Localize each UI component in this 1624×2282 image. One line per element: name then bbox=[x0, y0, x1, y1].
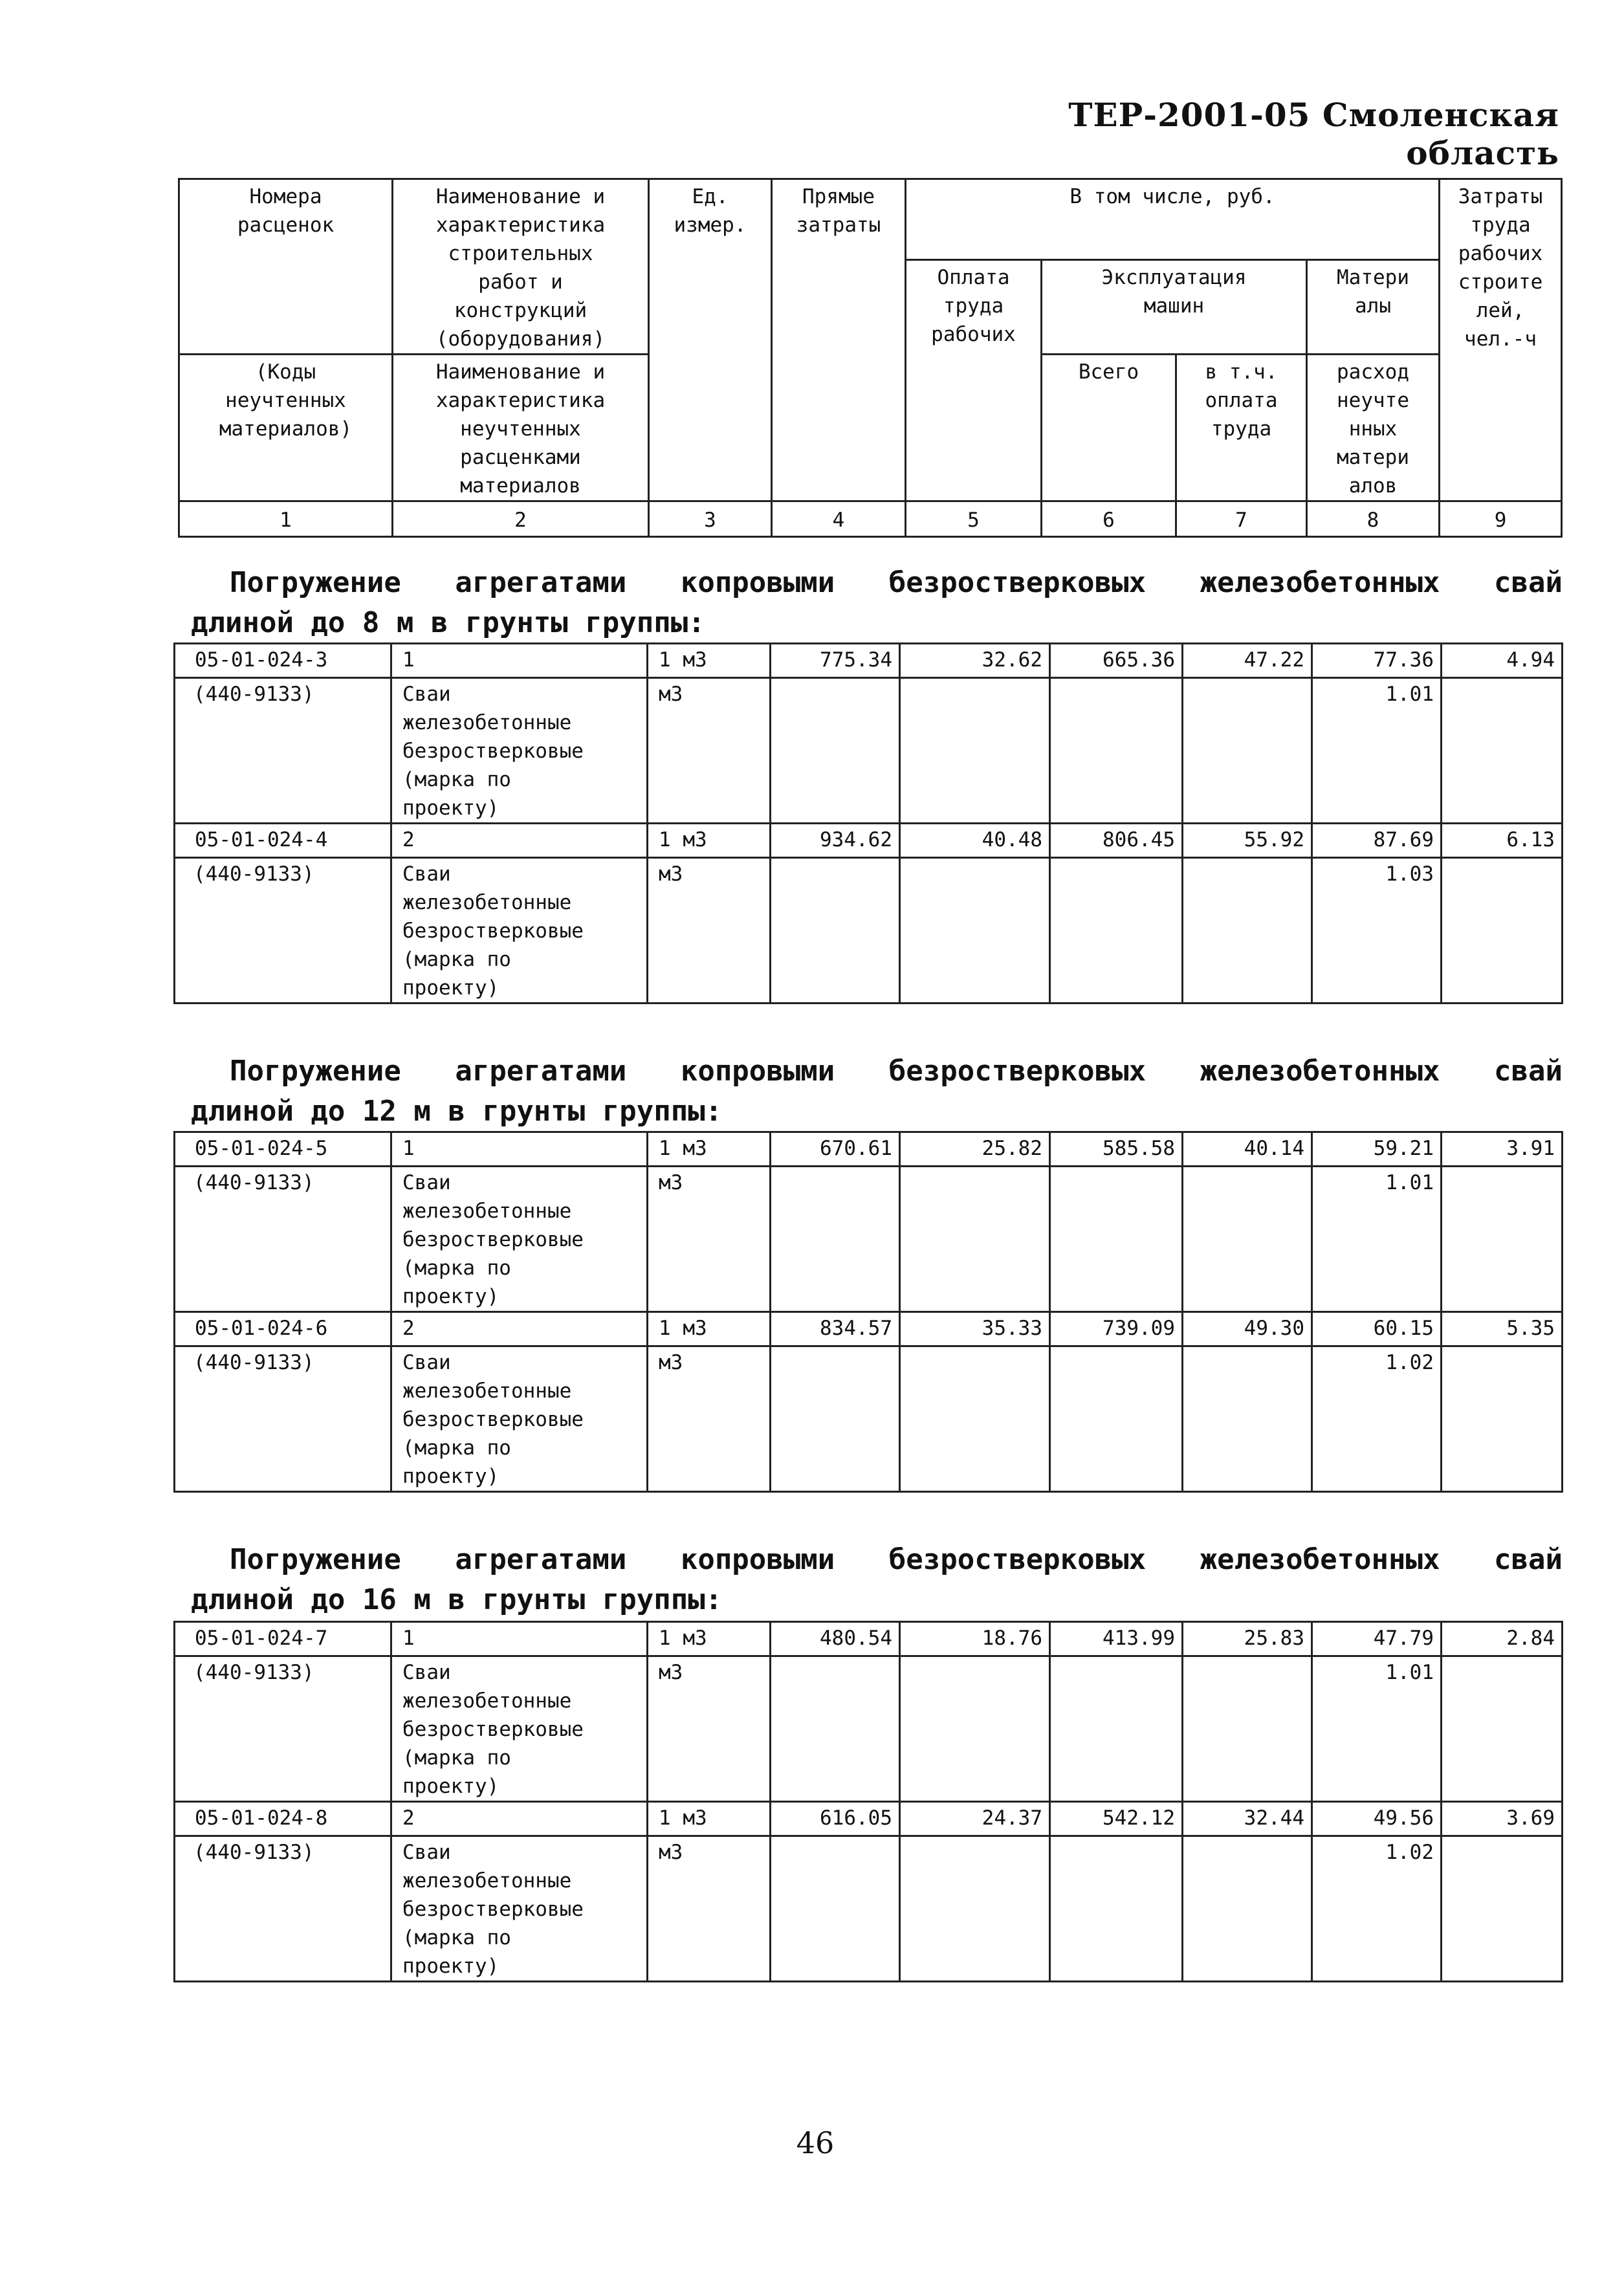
machines-total-cell: 413.99 bbox=[1050, 1622, 1183, 1656]
section-title-line2: длиной до 12 м в грунты группы: bbox=[191, 1095, 723, 1128]
column-number: 2 bbox=[393, 501, 649, 537]
material-row bbox=[175, 1346, 1563, 1492]
material-machine-labor-pay-cell bbox=[1183, 678, 1312, 824]
header-unaccounted-materials: расход неучте нных матери алов bbox=[1307, 355, 1440, 501]
header-work-description: Наименование и характеристика строительных работ и конструкций (оборудования) bbox=[393, 179, 649, 355]
materials-cell: 59.21 bbox=[1312, 1132, 1442, 1167]
material-machines-total-cell bbox=[1050, 1346, 1183, 1492]
machines-total-cell: 542.12 bbox=[1050, 1802, 1183, 1836]
header-including-group: В том числе, руб. bbox=[906, 179, 1440, 260]
column-number: 8 bbox=[1307, 501, 1440, 537]
header-worker-pay: Оплата труда рабочих bbox=[906, 260, 1042, 501]
material-labor-hours-cell bbox=[1442, 1167, 1563, 1312]
column-number: 9 bbox=[1440, 501, 1562, 537]
rates-table bbox=[173, 1131, 1563, 1493]
header-labor-hours: Затраты труда рабочих строите лей, чел.-ч bbox=[1440, 179, 1562, 501]
machine-labor-pay-cell: 40.14 bbox=[1183, 1132, 1312, 1167]
material-row bbox=[175, 1656, 1563, 1802]
material-work-name-cell: Сваи железобетонные безростверковые (марка по проекту) bbox=[391, 1836, 648, 1982]
material-direct-costs-cell bbox=[771, 1656, 900, 1802]
work-name-cell: 2 bbox=[391, 1802, 648, 1836]
labor-hours-cell: 2.84 bbox=[1442, 1622, 1563, 1656]
material-rate-code-cell: (440-9133) bbox=[175, 678, 391, 824]
header-machine-labor-pay: в т.ч. оплата труда bbox=[1176, 355, 1307, 501]
machines-total-cell: 806.45 bbox=[1050, 824, 1183, 858]
section-title-line2: длиной до 8 м в грунты группы: bbox=[191, 606, 705, 639]
rates-table bbox=[173, 642, 1563, 1004]
worker-pay-cell: 35.33 bbox=[900, 1312, 1050, 1346]
unit-cell: 1 м3 bbox=[648, 1802, 771, 1836]
materials-cell: 49.56 bbox=[1312, 1802, 1442, 1836]
page-number: 46 bbox=[796, 2125, 835, 2160]
column-number: 6 bbox=[1042, 501, 1176, 537]
worker-pay-cell: 25.82 bbox=[900, 1132, 1050, 1167]
material-unit-cell: м3 bbox=[648, 1656, 771, 1802]
machines-total-cell: 665.36 bbox=[1050, 644, 1183, 678]
material-materials-cell: 1.02 bbox=[1312, 1836, 1442, 1982]
material-worker-pay-cell bbox=[900, 858, 1050, 1004]
unit-cell: 1 м3 bbox=[648, 1312, 771, 1346]
column-number: 1 bbox=[179, 501, 393, 537]
material-direct-costs-cell bbox=[771, 1167, 900, 1312]
rates-table bbox=[173, 1621, 1563, 1982]
materials-cell: 47.79 bbox=[1312, 1622, 1442, 1656]
material-work-name-cell: Сваи железобетонные безростверковые (марка по проекту) bbox=[391, 1656, 648, 1802]
section-title bbox=[191, 563, 1563, 643]
column-number: 7 bbox=[1176, 501, 1307, 537]
material-direct-costs-cell bbox=[771, 858, 900, 1004]
material-machines-total-cell bbox=[1050, 1656, 1183, 1802]
section-title-line1: Погружение агрегатами копровыми безростверковых железобетонных свай bbox=[230, 1543, 1563, 1576]
header-direct-costs: Прямые затраты bbox=[772, 179, 906, 501]
material-machine-labor-pay-cell bbox=[1183, 1167, 1312, 1312]
material-direct-costs-cell bbox=[771, 1346, 900, 1492]
rate-code-cell: 05-01-024-7 bbox=[175, 1622, 391, 1656]
header-machine-exploitation: Эксплуатация машин bbox=[1042, 260, 1307, 355]
rate-code-cell: 05-01-024-5 bbox=[175, 1132, 391, 1167]
labor-hours-cell: 4.94 bbox=[1442, 644, 1563, 678]
section-title bbox=[191, 1051, 1563, 1132]
material-row bbox=[175, 858, 1563, 1004]
rate-code-cell: 05-01-024-6 bbox=[175, 1312, 391, 1346]
material-unit-cell: м3 bbox=[648, 1167, 771, 1312]
header-material-codes: (Коды неучтенных материалов) bbox=[179, 355, 393, 501]
material-rate-code-cell: (440-9133) bbox=[175, 1656, 391, 1802]
material-materials-cell: 1.02 bbox=[1312, 1346, 1442, 1492]
material-work-name-cell: Сваи железобетонные безростверковые (марка по проекту) bbox=[391, 1346, 648, 1492]
work-name-cell: 1 bbox=[391, 1622, 648, 1656]
machine-labor-pay-cell: 47.22 bbox=[1183, 644, 1312, 678]
material-unit-cell: м3 bbox=[648, 858, 771, 1004]
rate-row bbox=[175, 1622, 1563, 1656]
machine-labor-pay-cell: 55.92 bbox=[1183, 824, 1312, 858]
header-materials: Матери алы bbox=[1307, 260, 1440, 355]
material-unit-cell: м3 bbox=[648, 1346, 771, 1492]
direct-costs-cell: 934.62 bbox=[771, 824, 900, 858]
material-machines-total-cell bbox=[1050, 858, 1183, 1004]
section-title bbox=[191, 1540, 1563, 1620]
header-rate-numbers: Номера расценок bbox=[179, 179, 393, 355]
column-number: 3 bbox=[649, 501, 772, 537]
material-work-name-cell: Сваи железобетонные безростверковые (марка по проекту) bbox=[391, 1167, 648, 1312]
machine-labor-pay-cell: 32.44 bbox=[1183, 1802, 1312, 1836]
material-machine-labor-pay-cell bbox=[1183, 1836, 1312, 1982]
worker-pay-cell: 32.62 bbox=[900, 644, 1050, 678]
rate-row bbox=[175, 1802, 1563, 1836]
direct-costs-cell: 775.34 bbox=[771, 644, 900, 678]
material-machines-total-cell bbox=[1050, 1167, 1183, 1312]
material-work-name-cell: Сваи железобетонные безростверковые (марка по проекту) bbox=[391, 678, 648, 824]
material-labor-hours-cell bbox=[1442, 1836, 1563, 1982]
material-materials-cell: 1.01 bbox=[1312, 1167, 1442, 1312]
unit-cell: 1 м3 bbox=[648, 1622, 771, 1656]
labor-hours-cell: 3.69 bbox=[1442, 1802, 1563, 1836]
section-title-line1: Погружение агрегатами копровыми безростверковых железобетонных свай bbox=[230, 566, 1563, 599]
worker-pay-cell: 18.76 bbox=[900, 1622, 1050, 1656]
header-unit: Ед. измер. bbox=[649, 179, 772, 501]
material-worker-pay-cell bbox=[900, 1836, 1050, 1982]
material-labor-hours-cell bbox=[1442, 858, 1563, 1004]
material-row bbox=[175, 1836, 1563, 1982]
material-machines-total-cell bbox=[1050, 1836, 1183, 1982]
material-work-name-cell: Сваи железобетонные безростверковые (марка по проекту) bbox=[391, 858, 648, 1004]
material-rate-code-cell: (440-9133) bbox=[175, 1346, 391, 1492]
unit-cell: 1 м3 bbox=[648, 824, 771, 858]
labor-hours-cell: 5.35 bbox=[1442, 1312, 1563, 1346]
material-worker-pay-cell bbox=[900, 1346, 1050, 1492]
material-rate-code-cell: (440-9133) bbox=[175, 1836, 391, 1982]
document-title: ТЕР-2001-05 Смоленская область bbox=[1068, 96, 1559, 172]
column-number: 5 bbox=[906, 501, 1042, 537]
worker-pay-cell: 24.37 bbox=[900, 1802, 1050, 1836]
work-name-cell: 1 bbox=[391, 644, 648, 678]
header-machines-total: Всего bbox=[1042, 355, 1176, 501]
material-rate-code-cell: (440-9133) bbox=[175, 1167, 391, 1312]
column-header-table bbox=[178, 178, 1563, 538]
rate-row bbox=[175, 644, 1563, 678]
rate-code-cell: 05-01-024-8 bbox=[175, 1802, 391, 1836]
material-worker-pay-cell bbox=[900, 678, 1050, 824]
material-labor-hours-cell bbox=[1442, 1346, 1563, 1492]
material-labor-hours-cell bbox=[1442, 1656, 1563, 1802]
material-row bbox=[175, 1167, 1563, 1312]
rate-row bbox=[175, 824, 1563, 858]
material-materials-cell: 1.03 bbox=[1312, 858, 1442, 1004]
labor-hours-cell: 6.13 bbox=[1442, 824, 1563, 858]
direct-costs-cell: 834.57 bbox=[771, 1312, 900, 1346]
material-labor-hours-cell bbox=[1442, 678, 1563, 824]
machine-labor-pay-cell: 25.83 bbox=[1183, 1622, 1312, 1656]
rate-row bbox=[175, 1132, 1563, 1167]
rate-code-cell: 05-01-024-3 bbox=[175, 644, 391, 678]
work-name-cell: 1 bbox=[391, 1132, 648, 1167]
work-name-cell: 2 bbox=[391, 824, 648, 858]
rate-row bbox=[175, 1312, 1563, 1346]
rate-code-cell: 05-01-024-4 bbox=[175, 824, 391, 858]
material-worker-pay-cell bbox=[900, 1656, 1050, 1802]
machine-labor-pay-cell: 49.30 bbox=[1183, 1312, 1312, 1346]
header-material-description: Наименование и характеристика неучтенных расценками материалов bbox=[393, 355, 649, 501]
direct-costs-cell: 480.54 bbox=[771, 1622, 900, 1656]
materials-cell: 87.69 bbox=[1312, 824, 1442, 858]
material-direct-costs-cell bbox=[771, 678, 900, 824]
direct-costs-cell: 616.05 bbox=[771, 1802, 900, 1836]
materials-cell: 77.36 bbox=[1312, 644, 1442, 678]
material-worker-pay-cell bbox=[900, 1167, 1050, 1312]
material-direct-costs-cell bbox=[771, 1836, 900, 1982]
unit-cell: 1 м3 bbox=[648, 644, 771, 678]
material-machines-total-cell bbox=[1050, 678, 1183, 824]
work-name-cell: 2 bbox=[391, 1312, 648, 1346]
worker-pay-cell: 40.48 bbox=[900, 824, 1050, 858]
materials-cell: 60.15 bbox=[1312, 1312, 1442, 1346]
section-title-line2: длиной до 16 м в грунты группы: bbox=[191, 1583, 723, 1616]
labor-hours-cell: 3.91 bbox=[1442, 1132, 1563, 1167]
section-title-line1: Погружение агрегатами копровыми безростверковых железобетонных свай bbox=[230, 1055, 1563, 1088]
unit-cell: 1 м3 bbox=[648, 1132, 771, 1167]
machines-total-cell: 739.09 bbox=[1050, 1312, 1183, 1346]
material-machine-labor-pay-cell bbox=[1183, 1656, 1312, 1802]
material-machine-labor-pay-cell bbox=[1183, 858, 1312, 1004]
machines-total-cell: 585.58 bbox=[1050, 1132, 1183, 1167]
material-unit-cell: м3 bbox=[648, 678, 771, 824]
material-machine-labor-pay-cell bbox=[1183, 1346, 1312, 1492]
column-number: 4 bbox=[772, 501, 906, 537]
material-unit-cell: м3 bbox=[648, 1836, 771, 1982]
material-row bbox=[175, 678, 1563, 824]
direct-costs-cell: 670.61 bbox=[771, 1132, 900, 1167]
material-materials-cell: 1.01 bbox=[1312, 678, 1442, 824]
material-rate-code-cell: (440-9133) bbox=[175, 858, 391, 1004]
material-materials-cell: 1.01 bbox=[1312, 1656, 1442, 1802]
